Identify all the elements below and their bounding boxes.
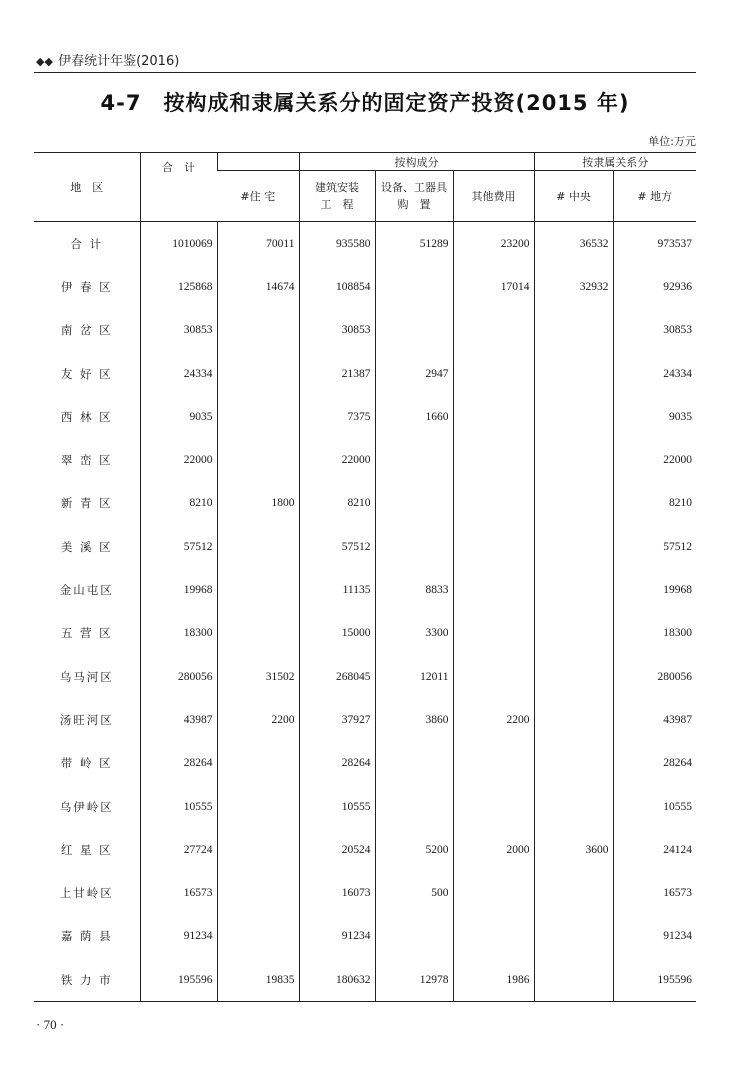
cell-central: 3600 xyxy=(534,828,613,871)
cell-equipment: 1660 xyxy=(375,395,453,438)
cell-construction: 108854 xyxy=(299,265,375,308)
cell-residential xyxy=(217,915,299,958)
cell-region: 红 星 区 xyxy=(60,842,113,857)
cell-other xyxy=(453,915,534,958)
header-residential: #住 宅 xyxy=(217,171,299,222)
cell-equipment: 12978 xyxy=(375,958,453,1002)
cell-total: 19968 xyxy=(140,568,217,611)
cell-residential: 31502 xyxy=(217,655,299,698)
cell-region: 金山屯区 xyxy=(59,583,114,598)
cell-other xyxy=(453,352,534,395)
cell-other: 1986 xyxy=(453,958,534,1002)
header-local: # 地方 xyxy=(613,171,696,222)
cell-equipment xyxy=(375,742,453,785)
header-residential-top xyxy=(217,153,299,171)
table-row xyxy=(34,438,696,481)
cell-central xyxy=(534,568,613,611)
header-composition-group: 按构成分 xyxy=(299,153,534,171)
cell-residential xyxy=(217,568,299,611)
cell-local: 22000 xyxy=(613,438,696,481)
cell-other xyxy=(453,612,534,655)
header-equipment-line1: 设备、工器具 xyxy=(381,181,447,194)
cell-other xyxy=(453,525,534,568)
cell-residential xyxy=(217,438,299,481)
cell-region: 五 营 区 xyxy=(60,626,113,641)
header-construction xyxy=(299,171,375,222)
cell-equipment: 8833 xyxy=(375,568,453,611)
header-affiliation-group: 按隶属关系分 xyxy=(534,153,696,171)
cell-local: 195596 xyxy=(613,958,696,1002)
cell-total: 1010069 xyxy=(140,222,217,266)
cell-construction: 15000 xyxy=(299,612,375,655)
cell-equipment xyxy=(375,438,453,481)
cell-residential: 14674 xyxy=(217,265,299,308)
cell-equipment: 51289 xyxy=(375,222,453,266)
table-row xyxy=(34,265,696,308)
cell-region: 上甘岭区 xyxy=(59,886,114,901)
cell-residential xyxy=(217,828,299,871)
cell-total: 57512 xyxy=(140,525,217,568)
cell-construction: 21387 xyxy=(299,352,375,395)
diamond-bullet-icon: ◆◆ xyxy=(36,55,53,68)
cell-region: 乌伊岭区 xyxy=(59,799,114,814)
cell-construction: 30853 xyxy=(299,309,375,352)
cell-local: 9035 xyxy=(613,395,696,438)
cell-equipment: 3860 xyxy=(375,698,453,741)
cell-residential: 19835 xyxy=(217,958,299,1002)
cell-residential xyxy=(217,352,299,395)
cell-total: 28264 xyxy=(140,742,217,785)
cell-local: 16573 xyxy=(613,871,696,914)
table-row xyxy=(34,482,696,525)
cell-other xyxy=(453,568,534,611)
cell-residential xyxy=(217,525,299,568)
cell-central: 36532 xyxy=(534,222,613,266)
cell-central xyxy=(534,698,613,741)
page-number: · 70 · xyxy=(36,1017,65,1032)
cell-local: 24334 xyxy=(613,352,696,395)
cell-central xyxy=(534,871,613,914)
cell-residential: 1800 xyxy=(217,482,299,525)
cell-equipment: 12011 xyxy=(375,655,453,698)
cell-local: 92936 xyxy=(613,265,696,308)
cell-central xyxy=(534,525,613,568)
cell-total: 9035 xyxy=(140,395,217,438)
table-row xyxy=(34,525,696,568)
header-construction-line2: 工 程 xyxy=(320,198,354,211)
cell-construction: 10555 xyxy=(299,785,375,828)
header-rule xyxy=(34,72,696,73)
table-row xyxy=(34,309,696,352)
cell-construction: 11135 xyxy=(299,568,375,611)
cell-other xyxy=(453,309,534,352)
cell-local: 43987 xyxy=(613,698,696,741)
cell-region: 友 好 区 xyxy=(60,366,113,381)
cell-construction: 935580 xyxy=(299,222,375,266)
cell-construction: 22000 xyxy=(299,438,375,481)
cell-region: 南 岔 区 xyxy=(60,323,113,338)
cell-construction: 20524 xyxy=(299,828,375,871)
cell-local: 57512 xyxy=(613,525,696,568)
cell-construction: 57512 xyxy=(299,525,375,568)
cell-region: 铁 力 市 xyxy=(34,958,140,1002)
table-row xyxy=(34,871,696,914)
cell-central xyxy=(534,309,613,352)
cell-local: 28264 xyxy=(613,742,696,785)
cell-local: 30853 xyxy=(613,309,696,352)
cell-residential: 70011 xyxy=(217,222,299,266)
cell-other: 23200 xyxy=(453,222,534,266)
cell-region: 乌马河区 xyxy=(59,669,114,684)
header-equipment xyxy=(375,171,453,222)
header-total xyxy=(140,153,217,222)
cell-other xyxy=(453,655,534,698)
table-row xyxy=(34,785,696,828)
cell-construction: 180632 xyxy=(299,958,375,1002)
cell-construction: 28264 xyxy=(299,742,375,785)
cell-other xyxy=(453,482,534,525)
cell-region: 西 林 区 xyxy=(60,409,113,424)
investment-table xyxy=(34,152,696,1002)
cell-central xyxy=(534,742,613,785)
cell-residential xyxy=(217,742,299,785)
running-head xyxy=(36,50,179,69)
table-row xyxy=(34,698,696,741)
cell-region: 汤旺河区 xyxy=(59,712,114,727)
cell-local: 280056 xyxy=(613,655,696,698)
cell-construction: 91234 xyxy=(299,915,375,958)
table-row xyxy=(34,568,696,611)
cell-total: 43987 xyxy=(140,698,217,741)
header-total-label: 合 计 xyxy=(162,161,195,174)
cell-total: 8210 xyxy=(140,482,217,525)
cell-residential: 2200 xyxy=(217,698,299,741)
cell-other: 17014 xyxy=(453,265,534,308)
cell-equipment xyxy=(375,482,453,525)
cell-region: 伊 春 区 xyxy=(60,279,113,294)
cell-central xyxy=(534,612,613,655)
cell-equipment: 2947 xyxy=(375,352,453,395)
cell-central xyxy=(534,785,613,828)
cell-local: 8210 xyxy=(613,482,696,525)
cell-construction: 268045 xyxy=(299,655,375,698)
cell-construction: 7375 xyxy=(299,395,375,438)
table-row xyxy=(34,612,696,655)
table-row xyxy=(34,655,696,698)
cell-central xyxy=(534,438,613,481)
cell-local: 91234 xyxy=(613,915,696,958)
cell-region: 嘉 荫 县 xyxy=(60,929,113,944)
table-body xyxy=(34,222,696,1002)
cell-equipment xyxy=(375,309,453,352)
cell-total: 91234 xyxy=(140,915,217,958)
cell-local: 973537 xyxy=(613,222,696,266)
cell-total: 24334 xyxy=(140,352,217,395)
cell-total: 280056 xyxy=(140,655,217,698)
cell-central xyxy=(534,958,613,1002)
cell-central xyxy=(534,352,613,395)
cell-other: 2200 xyxy=(453,698,534,741)
cell-other: 2000 xyxy=(453,828,534,871)
cell-total: 125868 xyxy=(140,265,217,308)
cell-total: 27724 xyxy=(140,828,217,871)
cell-construction: 8210 xyxy=(299,482,375,525)
cell-total: 22000 xyxy=(140,438,217,481)
cell-residential xyxy=(217,395,299,438)
table-row xyxy=(34,915,696,958)
header-other: 其他费用 xyxy=(453,171,534,222)
cell-equipment: 5200 xyxy=(375,828,453,871)
page-title: 4-7 按构成和隶属关系分的固定资产投资(2015 年) xyxy=(100,91,630,115)
cell-other xyxy=(453,742,534,785)
cell-total: 10555 xyxy=(140,785,217,828)
table-row xyxy=(34,828,696,871)
cell-residential xyxy=(217,309,299,352)
header-construction-line1: 建筑安装 xyxy=(315,181,359,194)
table-row xyxy=(34,395,696,438)
cell-central: 32932 xyxy=(534,265,613,308)
cell-equipment xyxy=(375,915,453,958)
cell-construction: 37927 xyxy=(299,698,375,741)
cell-total: 195596 xyxy=(140,958,217,1002)
cell-residential xyxy=(217,785,299,828)
cell-region: 合 计 xyxy=(70,236,104,251)
cell-local: 19968 xyxy=(613,568,696,611)
table-row xyxy=(34,958,696,1002)
cell-total: 18300 xyxy=(140,612,217,655)
unit-label: 单位:万元 xyxy=(648,135,696,148)
cell-region: 新 青 区 xyxy=(60,496,113,511)
cell-residential xyxy=(217,871,299,914)
cell-total: 16573 xyxy=(140,871,217,914)
cell-local: 18300 xyxy=(613,612,696,655)
header-central: # 中央 xyxy=(534,171,613,222)
cell-equipment xyxy=(375,785,453,828)
cell-region: 美 溪 区 xyxy=(60,539,113,554)
cell-equipment: 3300 xyxy=(375,612,453,655)
cell-region: 带 岭 区 xyxy=(60,756,113,771)
cell-local: 24124 xyxy=(613,828,696,871)
cell-equipment xyxy=(375,525,453,568)
table-row xyxy=(34,742,696,785)
cell-equipment: 500 xyxy=(375,871,453,914)
cell-construction: 16073 xyxy=(299,871,375,914)
cell-total: 30853 xyxy=(140,309,217,352)
header-region: 地 区 xyxy=(34,153,140,222)
yearbook-name: 伊春统计年鉴(2016) xyxy=(58,54,180,69)
cell-region: 翠 峦 区 xyxy=(60,453,113,468)
cell-central xyxy=(534,655,613,698)
cell-other xyxy=(453,438,534,481)
cell-central xyxy=(534,915,613,958)
header-equipment-line2: 购 置 xyxy=(397,198,431,211)
table-row xyxy=(34,352,696,395)
cell-other xyxy=(453,785,534,828)
cell-equipment xyxy=(375,265,453,308)
cell-other xyxy=(453,395,534,438)
cell-other xyxy=(453,871,534,914)
cell-central xyxy=(534,395,613,438)
table-row xyxy=(34,222,696,266)
cell-residential xyxy=(217,612,299,655)
cell-local: 10555 xyxy=(613,785,696,828)
cell-central xyxy=(534,482,613,525)
